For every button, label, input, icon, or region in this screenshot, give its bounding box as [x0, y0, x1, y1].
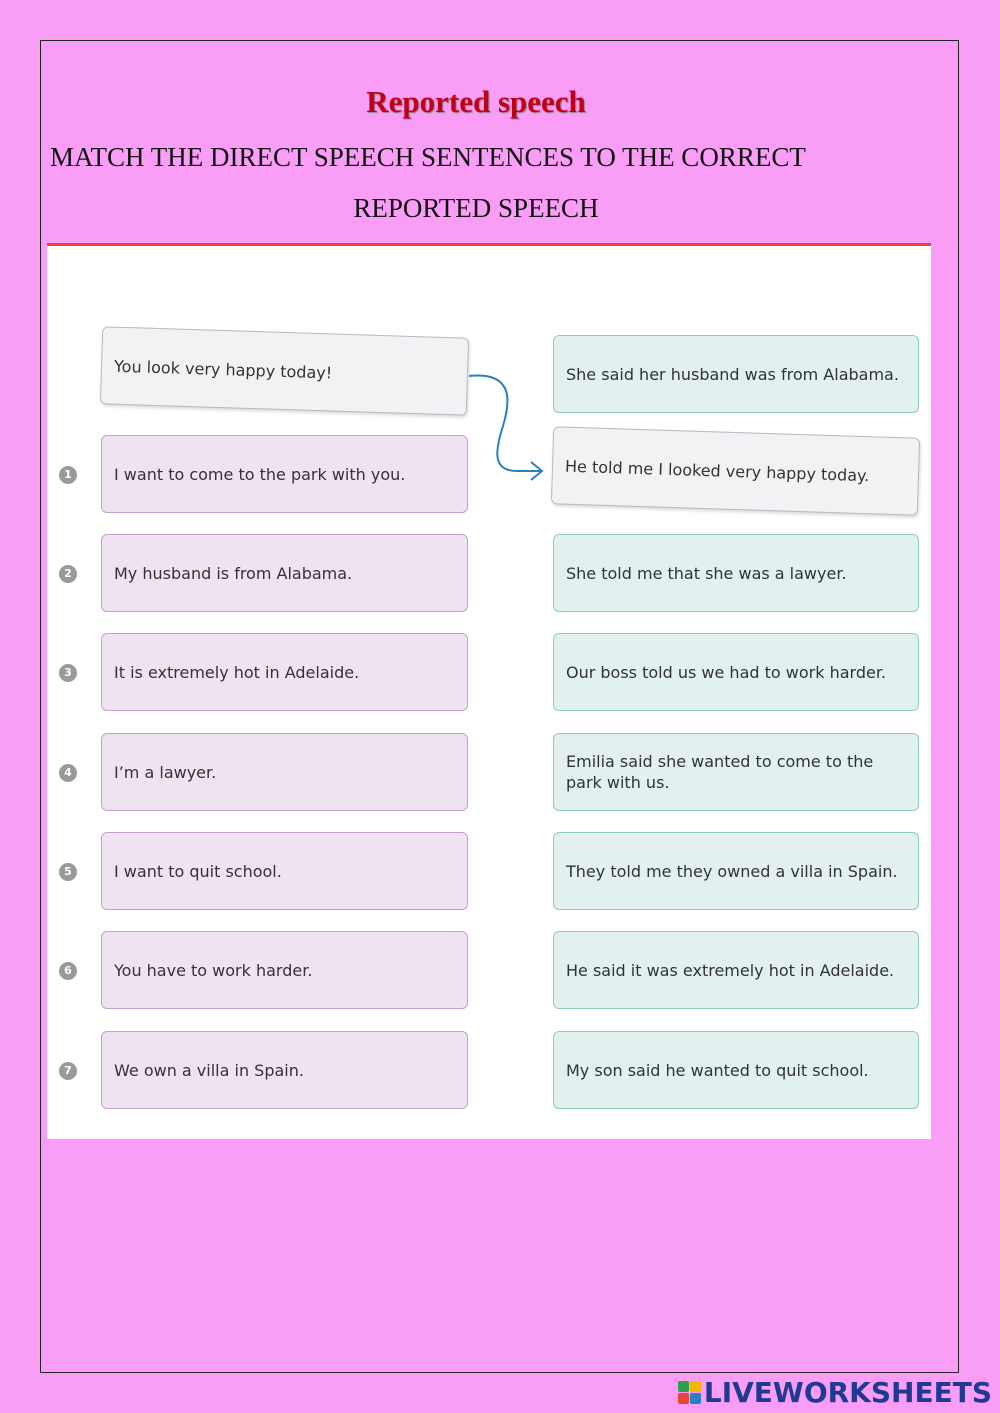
reported-text-7: My son said he wanted to quit school.: [566, 1060, 869, 1080]
example-arrow-head: [531, 462, 542, 480]
reported-card-7[interactable]: [553, 1031, 919, 1109]
worksheet-title: Reported speech: [366, 84, 586, 119]
direct-text-7: We own a villa in Spain.: [114, 1060, 304, 1080]
logo-mark-icon: [678, 1381, 701, 1404]
reported-card-3[interactable]: [553, 633, 919, 711]
reported-text-2: She told me that she was a lawyer.: [566, 563, 847, 583]
instruction-line-1: MATCH THE DIRECT SPEECH SENTENCES TO THE CORRECT: [50, 142, 806, 172]
example-reported-text: He told me I looked very happy today.: [564, 456, 870, 485]
direct-text-1: I want to come to the park with you.: [114, 464, 406, 484]
example-direct-text: You look very happy today!: [113, 356, 333, 382]
direct-card-4[interactable]: [101, 733, 468, 811]
example-direct-card: [100, 326, 469, 415]
direct-text-6: You have to work harder.: [114, 960, 313, 980]
reported-card-1[interactable]: [553, 335, 919, 413]
direct-text-4: I’m a lawyer.: [114, 762, 217, 782]
exercise-panel: [47, 243, 931, 1139]
reported-card-6[interactable]: [553, 931, 919, 1009]
reported-text-1: She said her husband was from Alabama.: [566, 364, 899, 384]
item-number-5: 5: [59, 863, 77, 881]
direct-card-5[interactable]: [101, 832, 468, 910]
direct-text-3: It is extremely hot in Adelaide.: [114, 662, 360, 682]
direct-card-3[interactable]: [101, 633, 468, 711]
reported-text-4: Emilia said she wanted to come to the park with us.: [566, 752, 874, 792]
item-number-7: 7: [59, 1062, 77, 1080]
example-arrow-line: [469, 376, 541, 471]
example-reported-card: [551, 426, 920, 515]
reported-text-5: They told me they owned a villa in Spain.: [566, 861, 898, 881]
direct-card-2[interactable]: [101, 534, 468, 612]
item-number-6: 6: [59, 962, 77, 980]
direct-text-2: My husband is from Alabama.: [114, 563, 353, 583]
direct-card-6[interactable]: [101, 931, 468, 1009]
logo-text: LIVEWORKSHEETS: [703, 1376, 992, 1409]
instruction-line-2: REPORTED SPEECH: [353, 193, 599, 223]
item-number-3: 3: [59, 664, 77, 682]
reported-card-2[interactable]: [553, 534, 919, 612]
direct-text-5: I want to quit school.: [114, 861, 282, 881]
reported-card-4[interactable]: [553, 733, 919, 811]
direct-card-1[interactable]: [101, 435, 468, 513]
reported-card-5[interactable]: [553, 832, 919, 910]
direct-card-7[interactable]: [101, 1031, 468, 1109]
item-number-2: 2: [59, 565, 77, 583]
reported-text-3: Our boss told us we had to work harder.: [566, 662, 887, 682]
item-number-1: 1: [59, 466, 77, 484]
item-number-4: 4: [59, 764, 77, 782]
reported-text-6: He said it was extremely hot in Adelaide.: [566, 960, 895, 980]
liveworksheets-logo[interactable]: [678, 1376, 992, 1409]
